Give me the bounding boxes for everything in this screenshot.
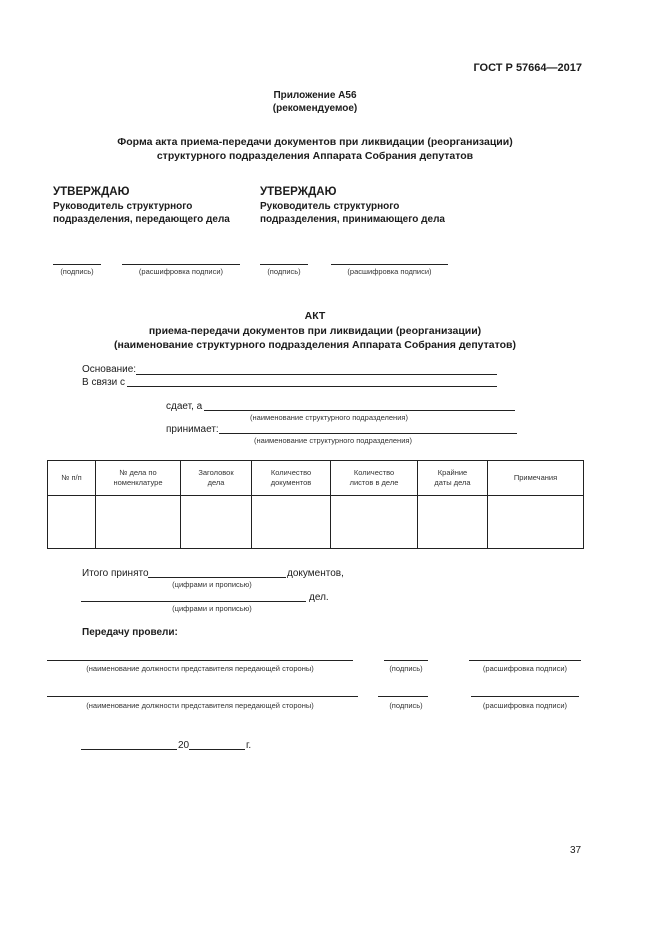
page-number: 37 <box>570 845 582 856</box>
table-cell[interactable] <box>252 496 331 549</box>
standard-number: ГОСТ Р 57664—2017 <box>473 62 582 74</box>
form-title-line1: Форма акта приема-передачи документов при ликвидации (реорганизации) <box>117 136 513 148</box>
table-cell[interactable] <box>418 496 488 549</box>
receives-line[interactable] <box>219 433 517 434</box>
transfer-row2-position-line[interactable] <box>47 696 358 697</box>
transfer-row1-sign-caption: (подпись) <box>389 664 423 673</box>
transfer-row2-decode-caption: (расшифровка подписи) <box>482 701 568 710</box>
cases-digits-caption: (цифрами и прописью) <box>172 604 252 613</box>
act-title-line1: приема-передачи документов при ликвидации (реорганизации) <box>148 325 482 337</box>
transfer-row1-position-line[interactable] <box>47 660 353 661</box>
date-year-line[interactable] <box>189 749 245 750</box>
table-row[interactable] <box>48 496 584 549</box>
date-year-suffix: г. <box>246 740 252 751</box>
receives-label: принимает: <box>166 424 219 435</box>
header-number: № п/п <box>48 461 96 496</box>
transfer-row1-decode-caption: (расшифровка подписи) <box>482 664 568 673</box>
basis-label: Основание: <box>82 364 137 375</box>
header-date-range: Крайние даты дела <box>418 461 488 496</box>
approve-right-sign-caption: (подпись) <box>267 267 301 276</box>
approve-left-heading: УТВЕРЖДАЮ <box>53 186 130 198</box>
approve-right-heading: УТВЕРЖДАЮ <box>260 186 337 198</box>
date-year-prefix: 20 <box>178 740 190 751</box>
accepted-digits-caption: (цифрами и прописью) <box>172 580 252 589</box>
header-sheet-count: Количество листов в деле <box>331 461 418 496</box>
approve-left-sign-caption: (подпись) <box>60 267 94 276</box>
appendix-title: Приложение А56 <box>273 90 357 101</box>
table-cell[interactable] <box>48 496 96 549</box>
transfer-heading: Передачу провели: <box>82 627 178 638</box>
hands-over-line[interactable] <box>204 410 515 411</box>
date-day-month-line[interactable] <box>81 749 177 750</box>
header-notes: Примечания <box>488 461 584 496</box>
table-cell[interactable] <box>96 496 181 549</box>
approve-right-sign-line[interactable] <box>260 264 308 265</box>
approve-right-line1: Руководитель структурного <box>260 201 400 212</box>
approve-left-line2: подразделения, передающего дела <box>53 214 230 225</box>
cases-suffix: дел. <box>309 592 329 603</box>
approve-left-sign-line[interactable] <box>53 264 101 265</box>
accepted-suffix: документов, <box>287 568 344 579</box>
transfer-row1-position-caption: (наименование должности представителя передающей стороны) <box>86 664 314 673</box>
hands-over-label: сдает, а <box>166 401 203 412</box>
approve-left-line1: Руководитель структурного <box>53 201 193 212</box>
approve-right-decode-line[interactable] <box>331 264 448 265</box>
transfer-row2-sign-line[interactable] <box>378 696 428 697</box>
header-case-index: № дела по номенклатуре <box>96 461 181 496</box>
cases-count-line[interactable] <box>81 601 306 602</box>
table-cell[interactable] <box>331 496 418 549</box>
accepted-count-line[interactable] <box>148 577 286 578</box>
basis-line[interactable] <box>136 374 497 375</box>
receives-caption: (наименование структурного подразделения) <box>254 436 412 445</box>
accepted-prefix: Итого принято <box>82 568 149 579</box>
documents-table <box>47 460 584 549</box>
approve-left-decode-caption: (расшифровка подписи) <box>138 267 224 276</box>
hands-over-caption: (наименование структурного подразделения) <box>250 413 408 422</box>
in-connection-label: В связи с <box>82 377 126 388</box>
approve-right-line2: подразделения, принимающего дела <box>260 214 445 225</box>
in-connection-line[interactable] <box>127 386 497 387</box>
act-title-line2: (наименование структурного подразделения Аппарата Собрания депутатов) <box>114 339 516 351</box>
transfer-row1-decode-line[interactable] <box>469 660 581 661</box>
table-cell[interactable] <box>181 496 252 549</box>
transfer-row2-sign-caption: (подпись) <box>389 701 423 710</box>
appendix-subtitle: (рекомендуемое) <box>272 103 358 114</box>
header-case-title: Заголовок дела <box>181 461 252 496</box>
transfer-row1-sign-line[interactable] <box>384 660 428 661</box>
act-title: АКТ <box>304 310 326 322</box>
approve-right-decode-caption: (расшифровка подписи) <box>347 267 432 276</box>
transfer-row2-position-caption: (наименование должности представителя передающей стороны) <box>86 701 314 710</box>
table-header-row <box>48 461 584 496</box>
approve-left-decode-line[interactable] <box>122 264 240 265</box>
transfer-row2-decode-line[interactable] <box>471 696 579 697</box>
header-doc-count: Количество документов <box>252 461 331 496</box>
form-title-line2: структурного подразделения Аппарата Собрания депутатов <box>156 150 474 162</box>
table-cell[interactable] <box>488 496 584 549</box>
